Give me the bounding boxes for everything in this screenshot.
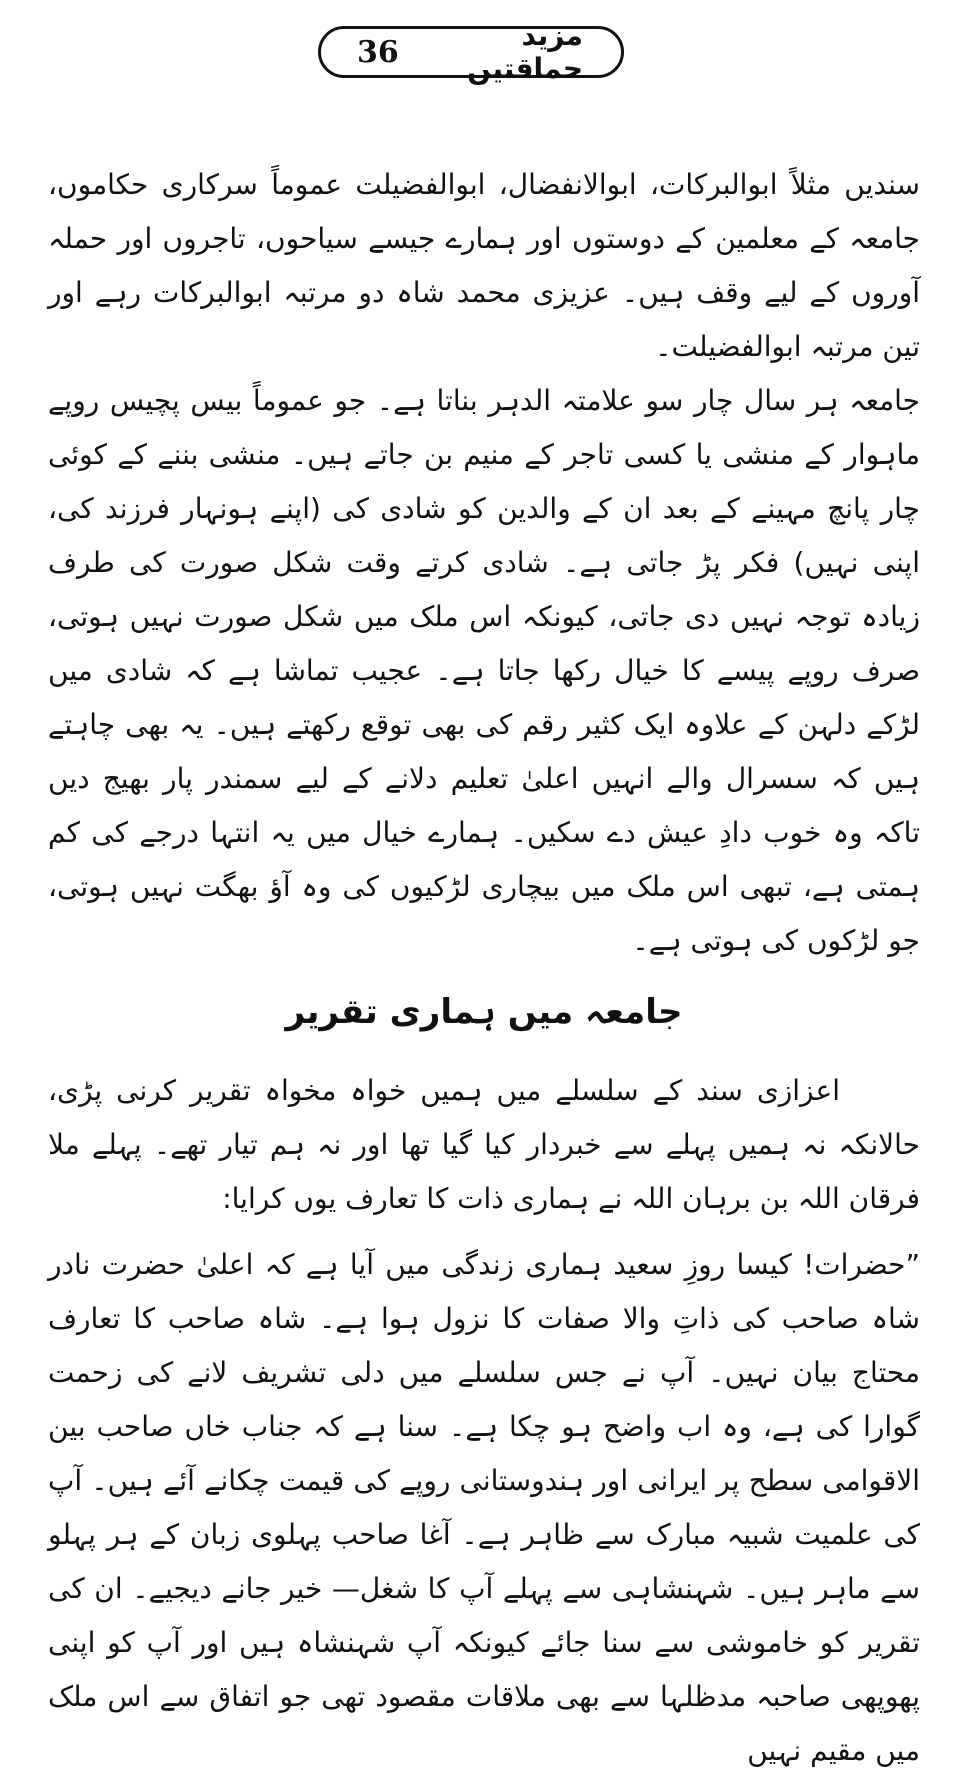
book-title: مزید حماقتیں	[467, 19, 583, 85]
paragraph-degrees: سندیں مثلاً ابوالبرکات، ابوالانفضال، ابوالفضیلت عموماً سرکاری حکاموں، جامعہ کے معلمین کے دوستوں اور ہمارے جیسے سیاحوں، تاجروں اور حملہ آوروں کے لیے وقف ہیں۔ عزیزی محمد شاہ دو مرتبہ ابوالبرکات رہے اور تین مرتبہ ابوالفضیلت۔	[48, 168, 920, 363]
page-header	[318, 19, 624, 85]
paragraph-introduction-quote: ”حضرات! کیسا روزِ سعید ہماری زندگی میں آیا ہے کہ اعلیٰ حضرت نادر شاہ صاحب کی ذاتِ والا صفات کا نزول ہوا ہے۔ شاہ صاحب کا تعارف محتاج بیان نہیں۔ آپ نے جس سلسلے میں دلی تشریف لانے کی زحمت گوارا کی ہے، وہ اب واضح ہو چکا ہے۔ سنا ہے کہ جناب خاں صاحب بین الاقوامی سطح پر ایرانی اور ہندوستانی روپے کی قیمت چکانے آئے ہیں۔ آپ کی علمیت شبیہ مبارک سے ظاہر ہے۔ آغا صاحب پہلوی زبان کے ہر پہلو سے ماہر ہیں۔ شہنشاہی سے پہلے آپ کا شغل— خیر جانے دیجیے۔ ان کی تقریر کو خاموشی سے سنا جائے کیونکہ آپ شہنشاہ ہیں اور آپ کو اپنی پھوپھی صاحبہ مدظلہا سے بھی ملاقات مقصود تھی جو اتفاق سے اس ملک میں مقیم نہیں	[48, 1248, 920, 1767]
page-number: 36	[357, 34, 399, 70]
section-heading: جامعہ میں ہماری تقریر	[285, 992, 683, 1032]
paragraph-university: جامعہ ہر سال چار سو علامتہ الدہر بناتا ہے۔ جو عموماً بیس پچیس روپے ماہوار کے منشی یا کسی تاجر کے منیم بن جاتے ہیں۔ منشی بننے کے کوئی چار پانچ مہینے کے بعد ان کے والدین کو شادی کی (اپنے ہونہار فرزند کی، اپنی نہیں) فکر پڑ جاتی ہے۔ شادی کرتے وقت شکل صورت کی طرف زیادہ توجہ نہیں دی جاتی، کیونکہ اس ملک میں شکل صورت نہیں ہوتی، صرف روپے پیسے کا خیال رکھا جاتا ہے۔ عجیب تماشا ہے کہ شادی میں لڑکے دلہن کے علاوہ ایک کثیر رقم کی بھی توقع رکھتے ہیں۔ یہ بھی چاہتے ہیں کہ سسرال والے انہیں اعلیٰ تعلیم دلانے کے لیے سمندر پار بھیج دیں تاکہ وہ خوب دادِ عیش دے سکیں۔ ہمارے خیال میں یہ انتہا درجے کی کم ہمتی ہے، تبھی اس ملک میں بیچاری لڑکیوں کی وہ آؤ بھگت نہیں ہوتی، جو لڑکوں کی ہوتی ہے۔	[48, 384, 920, 957]
page-body	[48, 158, 920, 1778]
paragraph-speech-intro: اعزازی سند کے سلسلے میں ہمیں خواہ مخواہ تقریر کرنی پڑی، حالانکہ نہ ہمیں پہلے سے خبردار کیا گیا تھا اور نہ ہم تیار تھے۔ پہلے ملا فرقان اللہ بن برہان اللہ نے ہماری ذات کا تعارف یوں کرایا:	[48, 1074, 920, 1215]
